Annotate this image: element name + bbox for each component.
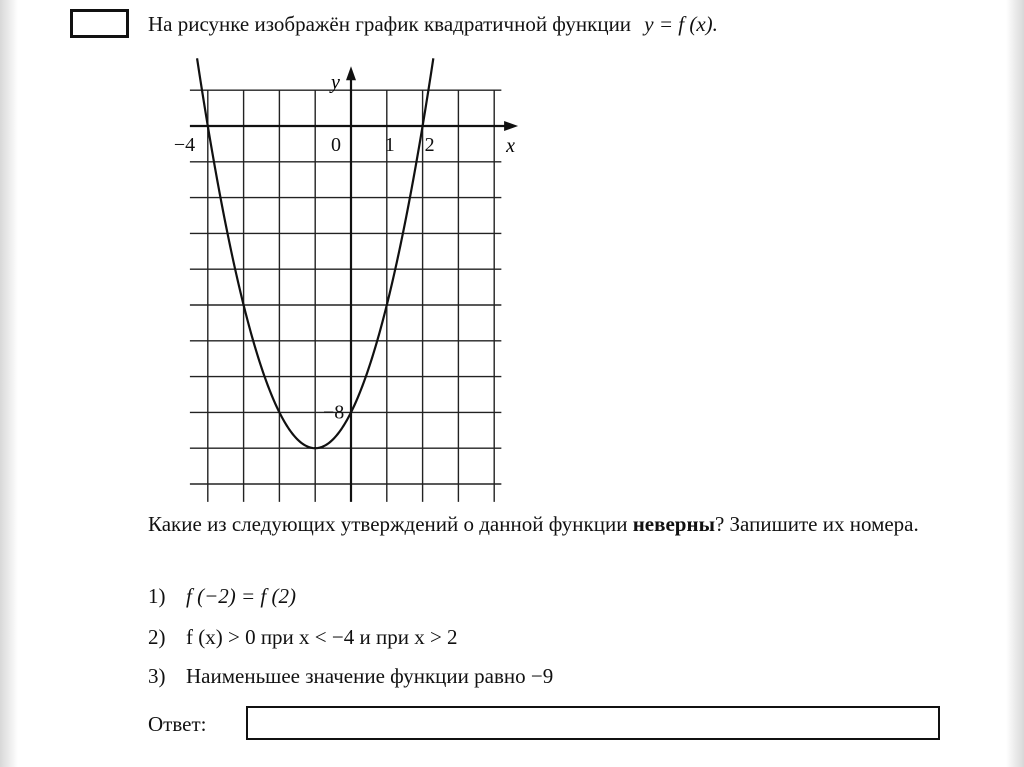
graph-grid <box>190 90 501 502</box>
option-1-number: 1) <box>148 584 166 608</box>
page-shadow-left <box>0 0 18 767</box>
x-axis-label: x <box>506 135 515 157</box>
y-axis-arrow <box>346 66 356 80</box>
tick-label-3: 2 <box>424 134 435 156</box>
question-main: Какие из следующих утверждений о данной функции <box>148 512 628 536</box>
tick-label-2: 1 <box>384 134 395 156</box>
option-3 <box>148 664 553 689</box>
tick-label-1: 0 <box>331 134 341 156</box>
function-graph <box>173 48 540 503</box>
option-3-text: Наименьшее значение функции равно −9 <box>186 664 554 688</box>
option-2 <box>148 625 458 650</box>
question-tail: ? Запишите их номера. <box>714 512 919 536</box>
question-text <box>148 511 948 538</box>
task-title <box>148 12 718 37</box>
answer-label: Ответ: <box>148 712 207 736</box>
tick-label-0: −4 <box>173 134 196 156</box>
question-bold: неверны <box>632 512 715 536</box>
answer-input-box[interactable] <box>246 706 940 740</box>
y-axis-label: y <box>331 71 340 94</box>
task-number-box <box>70 9 129 38</box>
tick-label-4: −8 <box>323 401 345 424</box>
option-1 <box>148 584 296 609</box>
option-1-text: f (−2) = f (2) <box>186 584 296 608</box>
task-title-math: y = f (x). <box>644 12 718 36</box>
tick-labels <box>174 134 435 423</box>
task-title-text: На рисунке изображён график квадратичной функции <box>148 12 632 36</box>
option-2-number: 2) <box>148 625 166 649</box>
option-3-number: 3) <box>148 664 166 688</box>
x-axis-arrow <box>504 121 518 131</box>
option-2-text: f (x) > 0 при x < −4 и при x > 2 <box>186 625 458 649</box>
page-shadow-right <box>1006 0 1024 767</box>
